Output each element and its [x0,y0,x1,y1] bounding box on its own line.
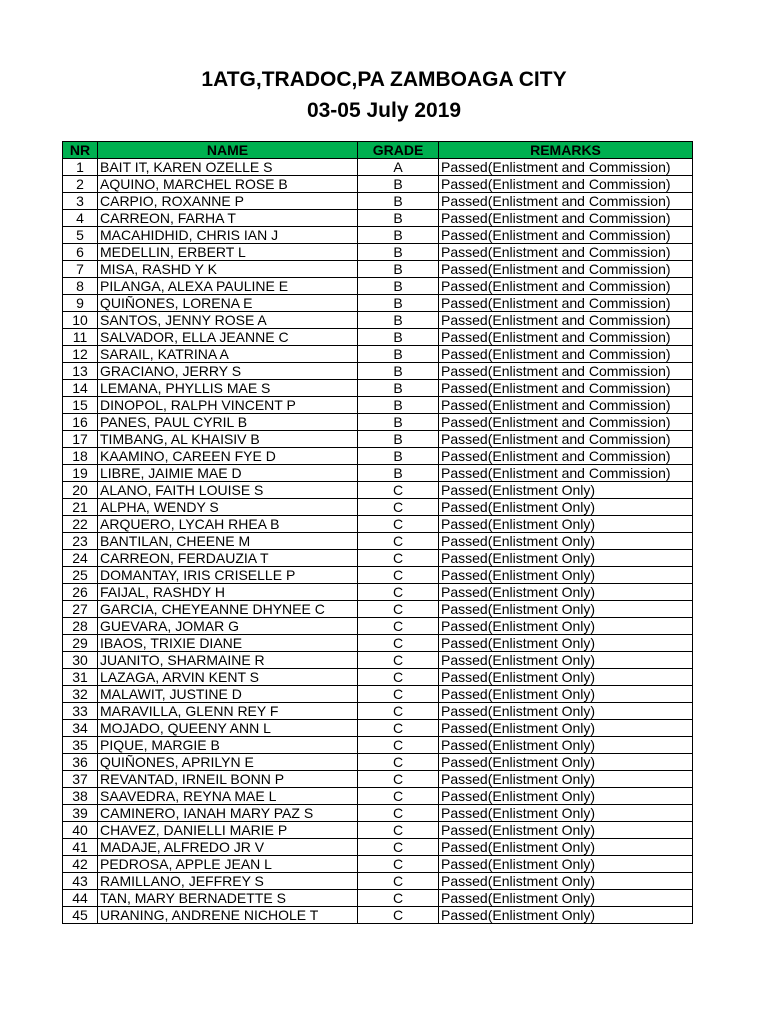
column-header-nr: NR [63,142,98,159]
row-number-cell: 3 [63,193,98,210]
row-number-cell: 11 [63,329,98,346]
row-number-cell: 7 [63,261,98,278]
remarks-cell: Passed(Enlistment Only) [439,805,693,822]
name-cell: PANES, PAUL CYRIL B [98,414,358,431]
table-row [63,890,693,907]
table-row [63,652,693,669]
name-cell: CARREON, FERDAUZIA T [98,550,358,567]
name-cell: GUEVARA, JOMAR G [98,618,358,635]
table-row [63,261,693,278]
results-table [62,141,693,924]
table-row [63,380,693,397]
table-row [63,516,693,533]
remarks-cell: Passed(Enlistment and Commission) [439,261,693,278]
name-cell: ALPHA, WENDY S [98,499,358,516]
table-row [63,771,693,788]
remarks-cell: Passed(Enlistment Only) [439,856,693,873]
table-row [63,363,693,380]
name-cell: DOMANTAY, IRIS CRISELLE P [98,567,358,584]
row-number-cell: 28 [63,618,98,635]
name-cell: DINOPOL, RALPH VINCENT P [98,397,358,414]
table-row [63,431,693,448]
table-row [63,669,693,686]
row-number-cell: 24 [63,550,98,567]
table-row [63,159,693,176]
grade-cell: C [358,720,439,737]
grade-cell: B [358,346,439,363]
name-cell: PILANGA, ALEXA PAULINE E [98,278,358,295]
name-cell: QUIÑONES, APRILYN E [98,754,358,771]
grade-cell: C [358,567,439,584]
name-cell: PEDROSA, APPLE JEAN L [98,856,358,873]
name-cell: KAAMINO, CAREEN FYE D [98,448,358,465]
table-row [63,856,693,873]
row-number-cell: 12 [63,346,98,363]
table-row [63,601,693,618]
remarks-cell: Passed(Enlistment and Commission) [439,295,693,312]
row-number-cell: 33 [63,703,98,720]
row-number-cell: 31 [63,669,98,686]
row-number-cell: 37 [63,771,98,788]
grade-cell: B [358,176,439,193]
table-row [63,788,693,805]
name-cell: MALAWIT, JUSTINE D [98,686,358,703]
grade-cell: C [358,839,439,856]
row-number-cell: 9 [63,295,98,312]
row-number-cell: 35 [63,737,98,754]
grade-cell: B [358,397,439,414]
table-row [63,550,693,567]
name-cell: BAIT IT, KAREN OZELLE S [98,159,358,176]
row-number-cell: 36 [63,754,98,771]
grade-cell: C [358,635,439,652]
name-cell: LIBRE, JAIMIE MAE D [98,465,358,482]
remarks-cell: Passed(Enlistment Only) [439,873,693,890]
row-number-cell: 42 [63,856,98,873]
name-cell: GARCIA, CHEYEANNE DHYNEE C [98,601,358,618]
grade-cell: C [358,890,439,907]
grade-cell: B [358,380,439,397]
grade-cell: C [358,856,439,873]
row-number-cell: 19 [63,465,98,482]
name-cell: JUANITO, SHARMAINE R [98,652,358,669]
table-header [63,142,693,159]
name-cell: AQUINO, MARCHEL ROSE B [98,176,358,193]
grade-cell: C [358,533,439,550]
remarks-cell: Passed(Enlistment Only) [439,720,693,737]
grade-cell: B [358,193,439,210]
table-row [63,737,693,754]
table-row [63,618,693,635]
row-number-cell: 34 [63,720,98,737]
remarks-cell: Passed(Enlistment and Commission) [439,465,693,482]
grade-cell: C [358,482,439,499]
row-number-cell: 17 [63,431,98,448]
grade-cell: B [358,329,439,346]
remarks-cell: Passed(Enlistment and Commission) [439,312,693,329]
name-cell: REVANTAD, IRNEIL BONN P [98,771,358,788]
name-cell: GRACIANO, JERRY S [98,363,358,380]
row-number-cell: 45 [63,907,98,924]
remarks-cell: Passed(Enlistment Only) [439,618,693,635]
name-cell: IBAOS, TRIXIE DIANE [98,635,358,652]
remarks-cell: Passed(Enlistment and Commission) [439,227,693,244]
grade-cell: C [358,584,439,601]
name-cell: MACAHIDHID, CHRIS IAN J [98,227,358,244]
grade-cell: B [358,210,439,227]
row-number-cell: 2 [63,176,98,193]
column-header-remarks: REMARKS [439,142,693,159]
row-number-cell: 8 [63,278,98,295]
grade-cell: B [358,312,439,329]
column-header-name: NAME [98,142,358,159]
remarks-cell: Passed(Enlistment and Commission) [439,210,693,227]
name-cell: MADAJE, ALFREDO JR V [98,839,358,856]
remarks-cell: Passed(Enlistment Only) [439,907,693,924]
grade-cell: C [358,601,439,618]
table-row [63,703,693,720]
table-row [63,499,693,516]
remarks-cell: Passed(Enlistment Only) [439,584,693,601]
table-row [63,176,693,193]
grade-cell: C [358,805,439,822]
grade-cell: C [358,618,439,635]
remarks-cell: Passed(Enlistment and Commission) [439,397,693,414]
grade-cell: C [358,788,439,805]
row-number-cell: 29 [63,635,98,652]
table-row [63,584,693,601]
table-row [63,907,693,924]
row-number-cell: 39 [63,805,98,822]
remarks-cell: Passed(Enlistment and Commission) [439,380,693,397]
name-cell: CARREON, FARHA T [98,210,358,227]
row-number-cell: 43 [63,873,98,890]
remarks-cell: Passed(Enlistment Only) [439,754,693,771]
table-row [63,414,693,431]
remarks-cell: Passed(Enlistment Only) [439,686,693,703]
row-number-cell: 22 [63,516,98,533]
grade-cell: B [358,295,439,312]
name-cell: LAZAGA, ARVIN KENT S [98,669,358,686]
name-cell: TAN, MARY BERNADETTE S [98,890,358,907]
name-cell: MISA, RASHD Y K [98,261,358,278]
table-row [63,533,693,550]
table-row [63,567,693,584]
row-number-cell: 41 [63,839,98,856]
grade-cell: C [358,669,439,686]
name-cell: CARPIO, ROXANNE P [98,193,358,210]
row-number-cell: 15 [63,397,98,414]
remarks-cell: Passed(Enlistment and Commission) [439,244,693,261]
name-cell: SAAVEDRA, REYNA MAE L [98,788,358,805]
row-number-cell: 10 [63,312,98,329]
remarks-cell: Passed(Enlistment Only) [439,822,693,839]
table-row [63,822,693,839]
remarks-cell: Passed(Enlistment Only) [439,499,693,516]
table-row [63,754,693,771]
grade-cell: B [358,448,439,465]
row-number-cell: 44 [63,890,98,907]
grade-cell: C [358,652,439,669]
row-number-cell: 30 [63,652,98,669]
row-number-cell: 1 [63,159,98,176]
table-row [63,227,693,244]
remarks-cell: Passed(Enlistment Only) [439,669,693,686]
table-row [63,210,693,227]
grade-cell: B [358,431,439,448]
table-row [63,686,693,703]
remarks-cell: Passed(Enlistment Only) [439,567,693,584]
row-number-cell: 5 [63,227,98,244]
remarks-cell: Passed(Enlistment Only) [439,482,693,499]
row-number-cell: 27 [63,601,98,618]
name-cell: CAMINERO, IANAH MARY PAZ S [98,805,358,822]
row-number-cell: 38 [63,788,98,805]
grade-cell: C [358,516,439,533]
table-row [63,244,693,261]
remarks-cell: Passed(Enlistment and Commission) [439,448,693,465]
row-number-cell: 13 [63,363,98,380]
grade-cell: B [358,244,439,261]
remarks-cell: Passed(Enlistment and Commission) [439,363,693,380]
row-number-cell: 32 [63,686,98,703]
row-number-cell: 23 [63,533,98,550]
table-row [63,448,693,465]
table-row [63,805,693,822]
grade-cell: C [358,754,439,771]
row-number-cell: 20 [63,482,98,499]
grade-cell: C [358,907,439,924]
row-number-cell: 25 [63,567,98,584]
remarks-cell: Passed(Enlistment Only) [439,771,693,788]
row-number-cell: 26 [63,584,98,601]
row-number-cell: 16 [63,414,98,431]
name-cell: FAIJAL, RASHDY H [98,584,358,601]
name-cell: CHAVEZ, DANIELLI MARIE P [98,822,358,839]
name-cell: MEDELLIN, ERBERT L [98,244,358,261]
name-cell: SANTOS, JENNY ROSE A [98,312,358,329]
name-cell: PIQUE, MARGIE B [98,737,358,754]
remarks-cell: Passed(Enlistment and Commission) [439,278,693,295]
remarks-cell: Passed(Enlistment Only) [439,516,693,533]
name-cell: ALANO, FAITH LOUISE S [98,482,358,499]
table-header-row [63,142,693,159]
name-cell: BANTILAN, CHEENE M [98,533,358,550]
remarks-cell: Passed(Enlistment Only) [439,652,693,669]
remarks-cell: Passed(Enlistment Only) [439,737,693,754]
document-date: 03-05 July 2019 [306,99,462,122]
remarks-cell: Passed(Enlistment and Commission) [439,414,693,431]
name-cell: MARAVILLA, GLENN REY F [98,703,358,720]
remarks-cell: Passed(Enlistment and Commission) [439,329,693,346]
name-cell: SALVADOR, ELLA JEANNE C [98,329,358,346]
table-row [63,329,693,346]
row-number-cell: 40 [63,822,98,839]
table-row [63,839,693,856]
remarks-cell: Passed(Enlistment Only) [439,601,693,618]
table-row [63,295,693,312]
remarks-cell: Passed(Enlistment and Commission) [439,176,693,193]
row-number-cell: 14 [63,380,98,397]
row-number-cell: 4 [63,210,98,227]
remarks-cell: Passed(Enlistment Only) [439,703,693,720]
grade-cell: B [358,278,439,295]
remarks-cell: Passed(Enlistment Only) [439,890,693,907]
remarks-cell: Passed(Enlistment and Commission) [439,193,693,210]
grade-cell: B [358,414,439,431]
remarks-cell: Passed(Enlistment and Commission) [439,159,693,176]
remarks-cell: Passed(Enlistment Only) [439,839,693,856]
document-title: 1ATG,TRADOC,PA ZAMBOAGA CITY [201,68,567,91]
column-header-grade: GRADE [358,142,439,159]
name-cell: SARAIL, KATRINA A [98,346,358,363]
grade-cell: A [358,159,439,176]
table-row [63,193,693,210]
grade-cell: C [358,686,439,703]
name-cell: LEMANA, PHYLLIS MAE S [98,380,358,397]
table-row [63,278,693,295]
table-row [63,720,693,737]
grade-cell: C [358,499,439,516]
name-cell: MOJADO, QUEENY ANN L [98,720,358,737]
table-row [63,873,693,890]
row-number-cell: 6 [63,244,98,261]
name-cell: QUIÑONES, LORENA E [98,295,358,312]
table-row [63,465,693,482]
grade-cell: C [358,550,439,567]
table-row [63,312,693,329]
row-number-cell: 21 [63,499,98,516]
remarks-cell: Passed(Enlistment Only) [439,533,693,550]
name-cell: ARQUERO, LYCAH RHEA B [98,516,358,533]
name-cell: RAMILLANO, JEFFREY S [98,873,358,890]
grade-cell: B [358,227,439,244]
row-number-cell: 18 [63,448,98,465]
grade-cell: B [358,363,439,380]
remarks-cell: Passed(Enlistment Only) [439,635,693,652]
name-cell: URANING, ANDRENE NICHOLE T [98,907,358,924]
table-row [63,397,693,414]
remarks-cell: Passed(Enlistment and Commission) [439,346,693,363]
remarks-cell: Passed(Enlistment Only) [439,788,693,805]
table-row [63,482,693,499]
grade-cell: B [358,261,439,278]
table-body [63,159,693,924]
grade-cell: C [358,822,439,839]
remarks-cell: Passed(Enlistment Only) [439,550,693,567]
name-cell: TIMBANG, AL KHAISIV B [98,431,358,448]
grade-cell: C [358,771,439,788]
grade-cell: C [358,737,439,754]
document-header [0,64,768,126]
table-row [63,346,693,363]
remarks-cell: Passed(Enlistment and Commission) [439,431,693,448]
grade-cell: B [358,465,439,482]
grade-cell: C [358,703,439,720]
grade-cell: C [358,873,439,890]
table-row [63,635,693,652]
